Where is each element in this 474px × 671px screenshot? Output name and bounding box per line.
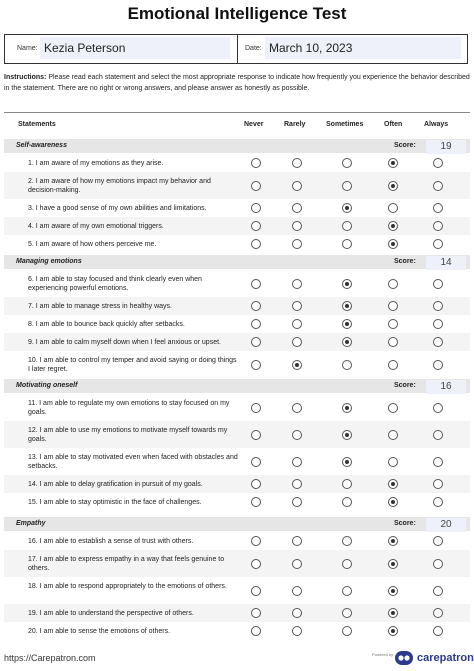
statement-text: 12. I am able to use my emotions to motivate myself towards my goals. xyxy=(28,426,228,443)
statement-row xyxy=(4,421,470,448)
radio-selected-dot xyxy=(345,304,349,308)
instructions xyxy=(4,72,470,94)
section-name: Empathy xyxy=(16,520,46,527)
radio-sometimes[interactable] xyxy=(342,559,352,569)
radio-never[interactable] xyxy=(251,158,261,168)
statement-row xyxy=(4,448,470,475)
radio-rarely[interactable] xyxy=(292,479,302,489)
brand-name: carepatron xyxy=(417,652,474,664)
statement-row xyxy=(4,199,470,217)
date-field[interactable]: March 10, 2023 xyxy=(265,37,461,59)
column-often: Often xyxy=(384,121,403,128)
score-label: Score: xyxy=(394,142,416,149)
radio-often[interactable] xyxy=(388,608,398,618)
radio-often[interactable] xyxy=(388,586,398,596)
statement-row xyxy=(4,235,470,253)
radio-sometimes[interactable] xyxy=(342,301,352,311)
radio-often[interactable] xyxy=(388,279,398,289)
statement-text: 18. I am able to respond appropriately to the emotions of others. xyxy=(28,582,227,590)
radio-selected-dot xyxy=(391,629,395,633)
radio-always[interactable] xyxy=(433,301,443,311)
column-always: Always xyxy=(424,121,449,128)
radio-never[interactable] xyxy=(251,536,261,546)
radio-never[interactable] xyxy=(251,360,261,370)
column-rarely: Rarely xyxy=(284,121,306,128)
radio-rarely[interactable] xyxy=(292,430,302,440)
statement-row xyxy=(4,604,470,622)
section-header xyxy=(4,379,470,393)
statement-row xyxy=(4,315,470,333)
radio-rarely[interactable] xyxy=(292,181,302,191)
statement-row xyxy=(4,475,470,493)
radio-often[interactable] xyxy=(388,479,398,489)
radio-never[interactable] xyxy=(251,279,261,289)
radio-always[interactable] xyxy=(433,403,443,413)
section-header xyxy=(4,139,470,153)
radio-always[interactable] xyxy=(433,457,443,467)
column-never: Never xyxy=(244,121,264,128)
info-box xyxy=(4,34,468,64)
name-label: Name: xyxy=(17,45,38,52)
statement-text: 10. I am able to control my temper and avoid saying or doing things I later regret. xyxy=(28,356,237,373)
radio-often[interactable] xyxy=(388,403,398,413)
radio-sometimes[interactable] xyxy=(342,403,352,413)
radio-sometimes[interactable] xyxy=(342,181,352,191)
statement-text: 14. I am able to delay gratification in pursuit of my goals. xyxy=(28,480,203,488)
section-header xyxy=(4,517,470,531)
statement-text: 3. I have a good sense of my own abilities and limitations. xyxy=(28,204,207,212)
radio-always[interactable] xyxy=(433,181,443,191)
radio-never[interactable] xyxy=(251,181,261,191)
section-header xyxy=(4,255,470,269)
radio-rarely[interactable] xyxy=(292,626,302,636)
radio-selected-dot xyxy=(345,460,349,464)
radio-sometimes[interactable] xyxy=(342,430,352,440)
radio-never[interactable] xyxy=(251,203,261,213)
radio-often[interactable] xyxy=(388,457,398,467)
radio-often[interactable] xyxy=(388,430,398,440)
radio-always[interactable] xyxy=(433,430,443,440)
radio-never[interactable] xyxy=(251,497,261,507)
radio-rarely[interactable] xyxy=(292,586,302,596)
table-header xyxy=(4,112,470,137)
radio-often[interactable] xyxy=(388,239,398,249)
radio-selected-dot xyxy=(391,589,395,593)
radio-always[interactable] xyxy=(433,608,443,618)
powered-by-text: Powered by xyxy=(372,652,394,657)
statement-text: 19. I am able to understand the perspective of others. xyxy=(28,609,194,617)
statement-row xyxy=(4,154,470,172)
radio-rarely[interactable] xyxy=(292,608,302,618)
score-field[interactable]: 16 xyxy=(426,380,466,394)
radio-sometimes[interactable] xyxy=(342,221,352,231)
statement-row xyxy=(4,622,470,640)
statement-row xyxy=(4,550,470,577)
radio-often[interactable] xyxy=(388,536,398,546)
statement-text: 20. I am able to sense the emotions of others. xyxy=(28,627,171,635)
radio-rarely[interactable] xyxy=(292,301,302,311)
statement-row xyxy=(4,532,470,550)
radio-selected-dot xyxy=(345,406,349,410)
statement-row xyxy=(4,394,470,421)
radio-never[interactable] xyxy=(251,301,261,311)
radio-always[interactable] xyxy=(433,559,443,569)
radio-often[interactable] xyxy=(388,626,398,636)
statement-row xyxy=(4,217,470,235)
carepatron-logo-icon xyxy=(395,651,413,665)
statement-text: 16. I am able to establish a sense of trust with others. xyxy=(28,537,194,545)
radio-always[interactable] xyxy=(433,239,443,249)
radio-always[interactable] xyxy=(433,158,443,168)
score-field[interactable]: 19 xyxy=(426,140,466,154)
radio-always[interactable] xyxy=(433,536,443,546)
radio-never[interactable] xyxy=(251,430,261,440)
radio-always[interactable] xyxy=(433,497,443,507)
radio-often[interactable] xyxy=(388,158,398,168)
statement-text: 6. I am able to stay focused and think clearly even when experiencing powerful emotions. xyxy=(28,275,202,292)
section-name: Self-awareness xyxy=(16,142,67,149)
radio-never[interactable] xyxy=(251,337,261,347)
radio-always[interactable] xyxy=(433,479,443,489)
radio-selected-dot xyxy=(345,433,349,437)
radio-sometimes[interactable] xyxy=(342,239,352,249)
statement-text: 9. I am able to calm myself down when I feel anxious or upset. xyxy=(28,338,221,346)
page-title: Emotional Intelligence Test xyxy=(127,4,347,23)
name-field[interactable]: Kezia Peterson xyxy=(40,37,230,59)
radio-never[interactable] xyxy=(251,239,261,249)
radio-often[interactable] xyxy=(388,301,398,311)
radio-rarely[interactable] xyxy=(292,360,302,370)
radio-selected-dot xyxy=(391,482,395,486)
radio-selected-dot xyxy=(391,224,395,228)
score-field[interactable]: 14 xyxy=(426,256,466,270)
info-divider xyxy=(237,35,238,63)
instructions-label: Instructions: xyxy=(4,74,47,81)
instructions-text: Please read each statement and select the most appropriate response to indicate how frequently you experience the behavior described in the statement. There are no right or wrong answers, and please answer as honestly as possible. xyxy=(4,74,470,92)
radio-often[interactable] xyxy=(388,497,398,507)
statement-row xyxy=(4,351,470,378)
statement-row xyxy=(4,493,470,511)
statement-row xyxy=(4,577,470,604)
section-name: Managing emotions xyxy=(16,258,82,265)
statement-row xyxy=(4,172,470,199)
radio-sometimes[interactable] xyxy=(342,360,352,370)
radio-often[interactable] xyxy=(388,203,398,213)
radio-sometimes[interactable] xyxy=(342,279,352,289)
radio-sometimes[interactable] xyxy=(342,626,352,636)
radio-sometimes[interactable] xyxy=(342,536,352,546)
radio-sometimes[interactable] xyxy=(342,457,352,467)
radio-never[interactable] xyxy=(251,457,261,467)
radio-rarely[interactable] xyxy=(292,239,302,249)
radio-selected-dot xyxy=(345,340,349,344)
radio-sometimes[interactable] xyxy=(342,203,352,213)
radio-never[interactable] xyxy=(251,586,261,596)
section-name: Motivating oneself xyxy=(16,382,78,389)
radio-selected-dot xyxy=(391,500,395,504)
radio-often[interactable] xyxy=(388,337,398,347)
radio-selected-dot xyxy=(391,539,395,543)
score-label: Score: xyxy=(394,382,416,389)
footer-link[interactable]: https://Carepatron.com xyxy=(4,653,96,663)
radio-always[interactable] xyxy=(433,586,443,596)
radio-selected-dot xyxy=(391,184,395,188)
radio-selected-dot xyxy=(391,161,395,165)
statement-row xyxy=(4,297,470,315)
radio-selected-dot xyxy=(391,562,395,566)
radio-never[interactable] xyxy=(251,559,261,569)
statement-text: 15. I am able to stay optimistic in the face of challenges. xyxy=(28,498,202,506)
radio-rarely[interactable] xyxy=(292,403,302,413)
column-statements: Statements xyxy=(18,121,56,128)
statement-text: 11. I am able to regulate my own emotions to stay focused on my goals. xyxy=(28,399,230,416)
radio-rarely[interactable] xyxy=(292,497,302,507)
statement-row xyxy=(4,270,470,297)
radio-selected-dot xyxy=(345,206,349,210)
radio-selected-dot xyxy=(295,363,299,367)
radio-rarely[interactable] xyxy=(292,536,302,546)
radio-sometimes[interactable] xyxy=(342,158,352,168)
radio-never[interactable] xyxy=(251,608,261,618)
statement-text: 5. I am aware of how others perceive me. xyxy=(28,240,157,248)
radio-sometimes[interactable] xyxy=(342,319,352,329)
radio-rarely[interactable] xyxy=(292,337,302,347)
statement-text: 8. I am able to bounce back quickly after setbacks. xyxy=(28,320,185,328)
radio-never[interactable] xyxy=(251,479,261,489)
radio-sometimes[interactable] xyxy=(342,586,352,596)
radio-always[interactable] xyxy=(433,626,443,636)
radio-never[interactable] xyxy=(251,221,261,231)
radio-selected-dot xyxy=(345,282,349,286)
score-field[interactable]: 20 xyxy=(426,518,466,532)
radio-sometimes[interactable] xyxy=(342,497,352,507)
radio-always[interactable] xyxy=(433,319,443,329)
radio-rarely[interactable] xyxy=(292,559,302,569)
radio-rarely[interactable] xyxy=(292,319,302,329)
statement-text: 17. I am able to express empathy in a way that feels genuine to others. xyxy=(28,555,225,572)
radio-selected-dot xyxy=(391,242,395,246)
radio-often[interactable] xyxy=(388,360,398,370)
radio-always[interactable] xyxy=(433,337,443,347)
score-label: Score: xyxy=(394,520,416,527)
radio-sometimes[interactable] xyxy=(342,479,352,489)
radio-sometimes[interactable] xyxy=(342,337,352,347)
statement-text: 4. I am aware of my own emotional triggers. xyxy=(28,222,164,230)
radio-often[interactable] xyxy=(388,181,398,191)
radio-selected-dot xyxy=(391,611,395,615)
statement-text: 13. I am able to stay motivated even when faced with obstacles and setbacks. xyxy=(28,453,238,470)
statement-text: 7. I am able to manage stress in healthy ways. xyxy=(28,302,172,310)
radio-selected-dot xyxy=(345,322,349,326)
radio-never[interactable] xyxy=(251,319,261,329)
radio-rarely[interactable] xyxy=(292,457,302,467)
column-sometimes: Sometimes xyxy=(326,121,364,128)
radio-rarely[interactable] xyxy=(292,158,302,168)
radio-rarely[interactable] xyxy=(292,221,302,231)
radio-never[interactable] xyxy=(251,626,261,636)
radio-often[interactable] xyxy=(388,559,398,569)
radio-rarely[interactable] xyxy=(292,279,302,289)
radio-sometimes[interactable] xyxy=(342,608,352,618)
statement-text: 2. I am aware of how my emotions impact my behavior and decision-making. xyxy=(28,177,211,194)
score-label: Score: xyxy=(394,258,416,265)
radio-always[interactable] xyxy=(433,203,443,213)
statement-row xyxy=(4,333,470,351)
radio-rarely[interactable] xyxy=(292,203,302,213)
statement-text: 1. I am aware of my emotions as they arise. xyxy=(28,159,164,167)
radio-always[interactable] xyxy=(433,360,443,370)
radio-often[interactable] xyxy=(388,221,398,231)
radio-often[interactable] xyxy=(388,319,398,329)
radio-always[interactable] xyxy=(433,279,443,289)
radio-always[interactable] xyxy=(433,221,443,231)
date-label: Date: xyxy=(245,45,262,52)
radio-never[interactable] xyxy=(251,403,261,413)
